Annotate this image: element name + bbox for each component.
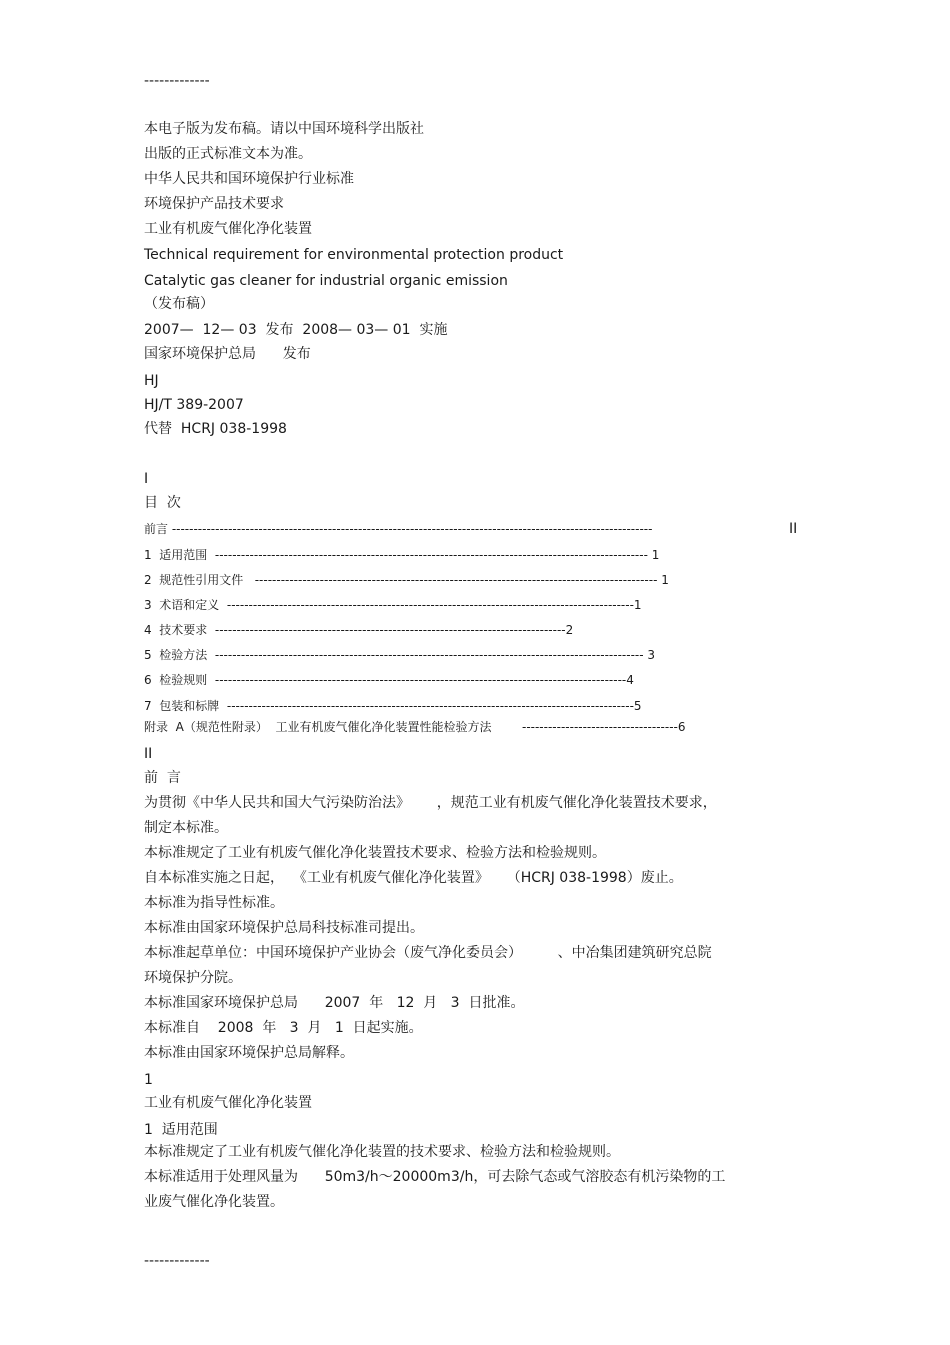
standard-code: HJ/T 389-2007 bbox=[144, 397, 244, 413]
standard-category: 环境保护产品技术要求 bbox=[144, 196, 284, 212]
preface-heading: 前 言 bbox=[144, 770, 181, 786]
section-1-line-3: 业废气催化净化装置。 bbox=[144, 1194, 284, 1210]
preface-line-2: 制定本标准。 bbox=[144, 820, 228, 836]
toc-appendix: 附录 A（规范性附录） 工业有机废气催化净化装置性能检验方法 ------------------------------------6 bbox=[144, 720, 686, 734]
toc-item-2: 2 规范性引用文件 --------------------------------------------------------------------------------------------- 1 bbox=[144, 573, 669, 587]
cover-note-line-1: 本电子版为发布稿。请以中国环境科学出版社 bbox=[144, 121, 424, 137]
toc-item-4: 4 技术要求 ---------------------------------------------------------------------------------2 bbox=[144, 623, 574, 637]
issue-dates: 2007— 12— 03 发布 2008— 03— 01 实施 bbox=[144, 322, 448, 338]
draft-label: （发布稿） bbox=[144, 296, 214, 312]
preface-line-7: 本标准起草单位：中国环境保护产业协会（废气净化委员会） 、中冶集团建筑研究总院 bbox=[144, 945, 712, 961]
preface-line-8: 环境保护分院。 bbox=[144, 970, 242, 986]
title-chinese: 工业有机废气催化净化装置 bbox=[144, 221, 312, 237]
toc-item-7: 7 包装和标牌 ----------------------------------------------------------------------------------------------5 bbox=[144, 699, 642, 713]
preface-line-3: 本标准规定了工业有机废气催化净化装置技术要求、检验方法和检验规则。 bbox=[144, 845, 606, 861]
industry-standard-label: 中华人民共和国环境保护行业标准 bbox=[144, 171, 354, 187]
toc-item-3: 3 术语和定义 ----------------------------------------------------------------------------------------------1 bbox=[144, 598, 642, 612]
body-page-mark: 1 bbox=[144, 1072, 153, 1088]
toc-item-6: 6 检验规则 -----------------------------------------------------------------------------------------------4 bbox=[144, 673, 634, 687]
preface-line-9: 本标准国家环境保护总局 2007 年 12 月 3 日批准。 bbox=[144, 995, 525, 1011]
preface-line-6: 本标准由国家环境保护总局科技标准司提出。 bbox=[144, 920, 424, 936]
separator-bottom: ------------- bbox=[144, 1253, 210, 1269]
toc-item-1: 1 适用范围 ---------------------------------------------------------------------------------------------------- 1 bbox=[144, 548, 660, 562]
code-prefix: HJ bbox=[144, 373, 159, 389]
preface-page-mark: II bbox=[144, 746, 153, 762]
toc-heading: 目 次 bbox=[144, 495, 181, 511]
preface-line-4: 自本标准实施之日起， 《工业有机废气催化净化装置》 （HCRJ 038-1998）废止。 bbox=[144, 870, 683, 886]
body-title: 工业有机废气催化净化装置 bbox=[144, 1095, 312, 1111]
cover-note-line-2: 出版的正式标准文本为准。 bbox=[144, 146, 312, 162]
title-english-line-1: Technical requirement for environmental protection product bbox=[144, 247, 564, 263]
toc-item-5: 5 检验方法 --------------------------------------------------------------------------------------------------- 3 bbox=[144, 648, 656, 662]
section-1-heading: 1 适用范围 bbox=[144, 1122, 218, 1138]
preface-line-5: 本标准为指导性标准。 bbox=[144, 895, 284, 911]
replaces-standard: 代替 HCRJ 038-1998 bbox=[144, 421, 287, 437]
preface-line-10: 本标准自 2008 年 3 月 1 日起实施。 bbox=[144, 1020, 423, 1036]
section-1-line-1: 本标准规定了工业有机废气催化净化装置的技术要求、检验方法和检验规则。 bbox=[144, 1144, 620, 1160]
title-english-line-2: Catalytic gas cleaner for industrial organic emission bbox=[144, 273, 508, 289]
toc-preface-line: 前言 --------------------------------------------------------------------------------------------------------------- bbox=[144, 522, 653, 536]
preface-line-1: 为贯彻《中华人民共和国大气污染防治法》 ，规范工业有机废气催化净化装置技术要求， bbox=[144, 795, 717, 811]
section-1-line-2: 本标准适用于处理风量为 50m3/h～20000m3/h，可去除气态或气溶胶态有机污染物的工 bbox=[144, 1169, 726, 1185]
preface-line-11: 本标准由国家环境保护总局解释。 bbox=[144, 1045, 354, 1061]
separator-top: ------------- bbox=[144, 73, 210, 89]
toc-page-mark: I bbox=[144, 471, 149, 487]
toc-preface-page: II bbox=[789, 521, 798, 537]
issuer: 国家环境保护总局 发布 bbox=[144, 346, 311, 362]
